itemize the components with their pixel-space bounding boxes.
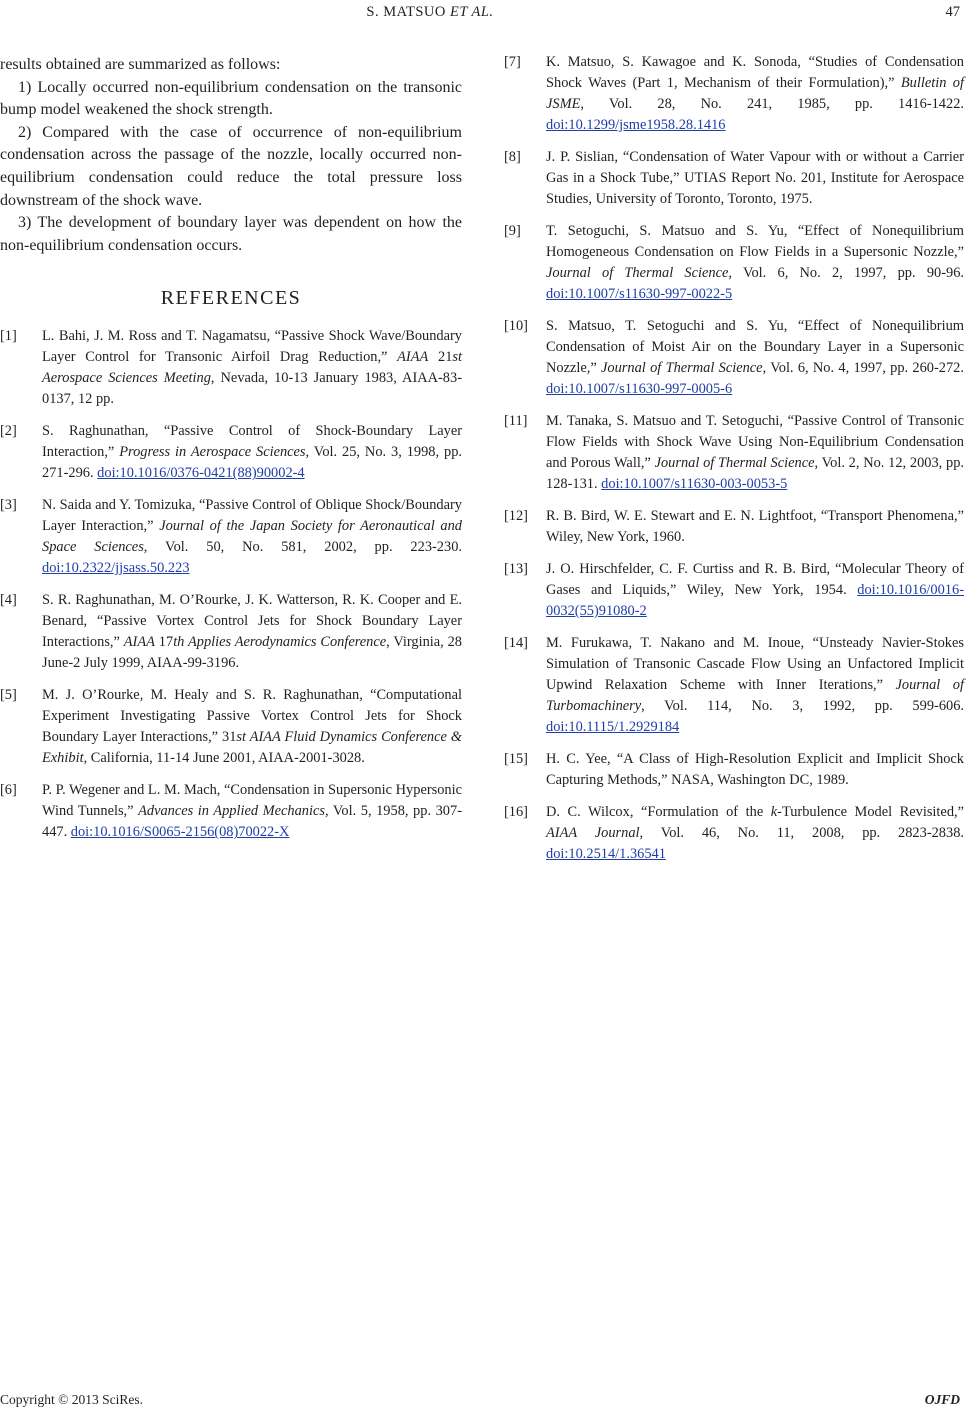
reference-italic-text: Bulletin of JSME [546,75,964,112]
reference-item [504,559,964,622]
reference-plain-text: S. Matsuo, T. Setoguchi and S. Yu, “Effect of Nonequilibrium Condensation of Moist Air on the Boundary Layer in a Supersonic Nozzle,” [546,318,964,376]
doi-link[interactable]: doi:10.2322/jjsass.50.223 [42,560,190,577]
reference-plain-text: 21 [428,349,453,366]
reference-plain-text: D. C. Wilcox, “Formulation of the [546,804,771,820]
reference-plain-text: R. B. Bird, W. E. Stewart and E. N. Lightfoot, “Transport Phenomena,” Wiley, New York, 1960. [546,508,964,545]
reference-plain-text: -Turbulence Model Revisited,” [777,804,964,820]
reference-number: [8] [504,149,521,165]
reference-number: [6] [0,782,17,799]
reference-item [0,495,462,579]
reference-number: [16] [504,804,528,820]
reference-item [0,326,462,410]
reference-text [546,804,964,862]
doi-link[interactable]: doi:10.1115/1.2929184 [546,719,680,735]
running-head-etal: ET AL. [449,4,494,20]
reference-plain-text: , Vol. 25, No. 3, 1998, pp. 271-296. [42,444,462,482]
reference-plain-text: S. Raghunathan, “Passive Control of Shock-Boundary Layer Interaction,” [42,423,462,461]
left-column [0,54,462,854]
reference-plain-text: H. C. Yee, “A Class of High-Resolution Explicit and Implicit Shock Capturing Methods,” NASA, Washington DC, 1989. [546,751,964,788]
reference-plain-text: , Vol. 2, No. 12, 2003, pp. 128-131. [546,455,965,492]
reference-plain-text: , Vol. 114, No. 3, 1992, pp. 599-606. [641,698,964,714]
reference-item [0,685,462,769]
reference-plain-text: , Nevada, 10-13 January 1983, AIAA-83-0137, 12 pp. [42,370,462,408]
reference-italic-text: th Applies Aerodynamics Conference [173,634,387,651]
reference-italic-text: AIAA [123,634,155,651]
doi-link[interactable]: doi:10.1007/s11630-997-0005-6 [546,381,733,397]
doi-link[interactable]: doi:10.1016/0376-0421(88)90002-4 [97,465,305,482]
reference-plain-text: , Vol. 50, No. 581, 2002, pp. 223-230. [143,539,462,556]
conclusion-paragraph-3: 3) The development of boundary layer was dependent on how the non-equilibrium condensation occurs. [0,214,462,254]
reference-number: [2] [0,423,17,440]
body-intro: results obtained are summarized as follows: [0,56,281,73]
reference-plain-text: M. J. O’Rourke, M. Healy and S. R. Raghunathan, “Computational Experiment Investigating Passive Vortex Control Jets for Shock Boundary Layer Interactions,” 31 [42,687,462,746]
reference-number: [15] [504,751,528,767]
reference-text [546,54,964,133]
right-column [504,52,964,876]
reference-number: [1] [0,328,17,345]
doi-link[interactable]: doi:10.2514/1.36541 [546,846,666,862]
reference-plain-text: T. Setoguchi, S. Matsuo and S. Yu, “Effect of Nonequilibrium Homogeneous Condensation on Flow Fields in a Supersonic Nozzle,” [546,223,964,260]
reference-item [0,421,462,484]
copyright-notice: Copyright © 2013 SciRes. [0,1392,144,1407]
journal-abbreviation: OJFD [924,1392,960,1407]
doi-link[interactable]: doi:10.1007/s11630-997-0022-5 [546,286,733,302]
reference-text [546,318,964,397]
reference-text [546,635,964,735]
reference-text [546,223,964,302]
reference-plain-text: , Vol. 6, No. 4, 1997, pp. 260-272. [762,360,964,376]
reference-italic-text: st Aerospace Sciences Meeting [42,349,462,387]
reference-number: [11] [504,413,528,429]
reference-item [504,506,964,548]
reference-text [546,508,964,545]
conclusion-paragraph-2: 2) Compared with the case of occurrence of non-equilibrium condensation across the passage of the nozzle, locally occurred non-equilibrium condensation could reduce the total pressure loss downstream of the shock wave. [0,123,462,209]
reference-item [504,221,964,305]
reference-plain-text: , Vol. 46, No. 11, 2008, pp. 2823-2838. [639,825,964,841]
reference-text [546,413,964,492]
reference-number: [9] [504,223,521,239]
reference-plain-text: , Virginia, 28 June-2 July 1999, AIAA-99-3196. [42,634,463,672]
reference-plain-text: J. O. Hirschfelder, C. F. Curtiss and R. B. Bird, “Molecular Theory of Gases and Liquids,” Wiley, New York, 1954. [546,561,964,598]
reference-item [504,147,964,210]
reference-plain-text: K. Matsuo, S. Kawagoe and K. Sonoda, “Studies of Condensation Shock Waves (Part 1, Mechanism of their Formulation),” [546,54,964,91]
reference-list-right [504,52,964,865]
reference-number: [10] [504,318,528,334]
reference-item [504,749,964,791]
reference-italic-text: k [770,804,778,820]
reference-number: [4] [0,592,17,609]
reference-number: [12] [504,508,528,524]
reference-italic-text: Journal of Thermal Science [546,265,729,281]
reference-text [42,782,462,840]
running-head [0,4,860,21]
reference-text [42,687,462,766]
reference-item [504,802,964,865]
reference-text [546,149,964,207]
reference-plain-text: , Vol. 28, No. 241, 1985, pp. 1416-1422. [580,96,964,112]
reference-item [0,780,462,843]
reference-text [546,561,964,619]
running-head-author: S. MATSUO [366,4,446,20]
page-number: 47 [945,4,960,20]
references-heading: REFERENCES [160,287,302,310]
reference-italic-text: Progress in Aerospace Sciences [119,444,306,461]
reference-number: [14] [504,635,528,651]
reference-item [504,633,964,738]
reference-text [42,592,462,671]
reference-plain-text: J. P. Sislian, “Condensation of Water Vapour with or without a Carrier Gas in a Shock Tube,” UTIAS Report No. 201, Institute for Aerospace Studies, University of Toronto, Toronto, 1975. [546,149,964,207]
reference-number: [13] [504,561,528,577]
reference-plain-text: P. P. Wegener and L. M. Mach, “Condensation in Supersonic Hypersonic Wind Tunnels,” [42,782,462,820]
page-header [0,0,968,24]
reference-plain-text: L. Bahi, J. M. Ross and T. Nagamatsu, “Passive Shock Wave/Boundary Layer Control for Transonic Airfoil Drag Reduction,” [42,328,462,366]
reference-italic-text: AIAA [397,349,429,366]
doi-link[interactable]: doi:10.1016/S0065-2156(08)70022-X [70,824,290,841]
reference-text [42,328,462,407]
reference-number: [3] [0,497,17,514]
reference-italic-text: st AIAA Fluid Dynamics Conference & Exhibit [42,729,463,767]
reference-item [504,52,964,136]
conclusion-paragraph-1: 1) Locally occurred non-equilibrium condensation on the transonic bump model weakened the shock strength. [0,78,462,119]
reference-number: [7] [504,54,521,70]
reference-plain-text: N. Saida and Y. Tomizuka, “Passive Control of Oblique Shock/Boundary Layer Interaction,” [42,497,463,535]
page-footer [0,1384,968,1414]
reference-item [504,411,964,495]
reference-plain-text: , Vol. 5, 1958, pp. 307-447. [42,803,462,841]
doi-link[interactable]: doi:10.1016/0016-0032(55)91080-2 [546,582,964,619]
doi-link[interactable]: doi:10.1299/jsme1958.28.1416 [546,117,726,133]
doi-link[interactable]: doi:10.1007/s11630-003-0053-5 [601,476,788,492]
reference-italic-text: Journal of Turbomachinery [546,677,964,714]
reference-item [0,590,462,674]
reference-plain-text: M. Tanaka, S. Matsuo and T. Setoguchi, “Passive Control of Transonic Flow Fields with Shock Wave Using Non-Equilibrium Condensation and Porous Wall,” [546,413,964,471]
reference-italic-text: Advances in Applied Mechanics [138,803,325,820]
reference-italic-text: Journal of the Japan Society for Aeronautical and Space Sciences [42,518,462,556]
reference-text [42,423,462,481]
reference-plain-text: S. R. Raghunathan, M. O’Rourke, J. K. Watterson, R. K. Cooper and E. Benard, “Passive Vortex Control Jets for Shock Boundary Layer Interactions,” [42,592,462,651]
reference-text [546,751,964,788]
reference-number: [5] [0,687,17,704]
reference-plain-text: , California, 11-14 June 2001, AIAA-2001-3028. [83,750,365,767]
reference-plain-text: , Vol. 6, No. 2, 1997, pp. 90-96. [728,265,964,281]
reference-text [42,497,462,576]
reference-plain-text: M. Furukawa, T. Nakano and M. Inoue, “Unsteady Navier-Stokes Simulation of Transonic Cascade Flow Using an Unfactored Implicit Upwind Relaxation Scheme with Inner Iterations,” [546,635,964,693]
reference-italic-text: AIAA Journal [546,825,640,841]
reference-list-left [0,326,462,843]
reference-italic-text: Journal of Thermal Science [654,455,815,471]
reference-plain-text: 17 [154,634,174,651]
reference-italic-text: Journal of Thermal Science [601,360,763,376]
reference-item [504,316,964,400]
